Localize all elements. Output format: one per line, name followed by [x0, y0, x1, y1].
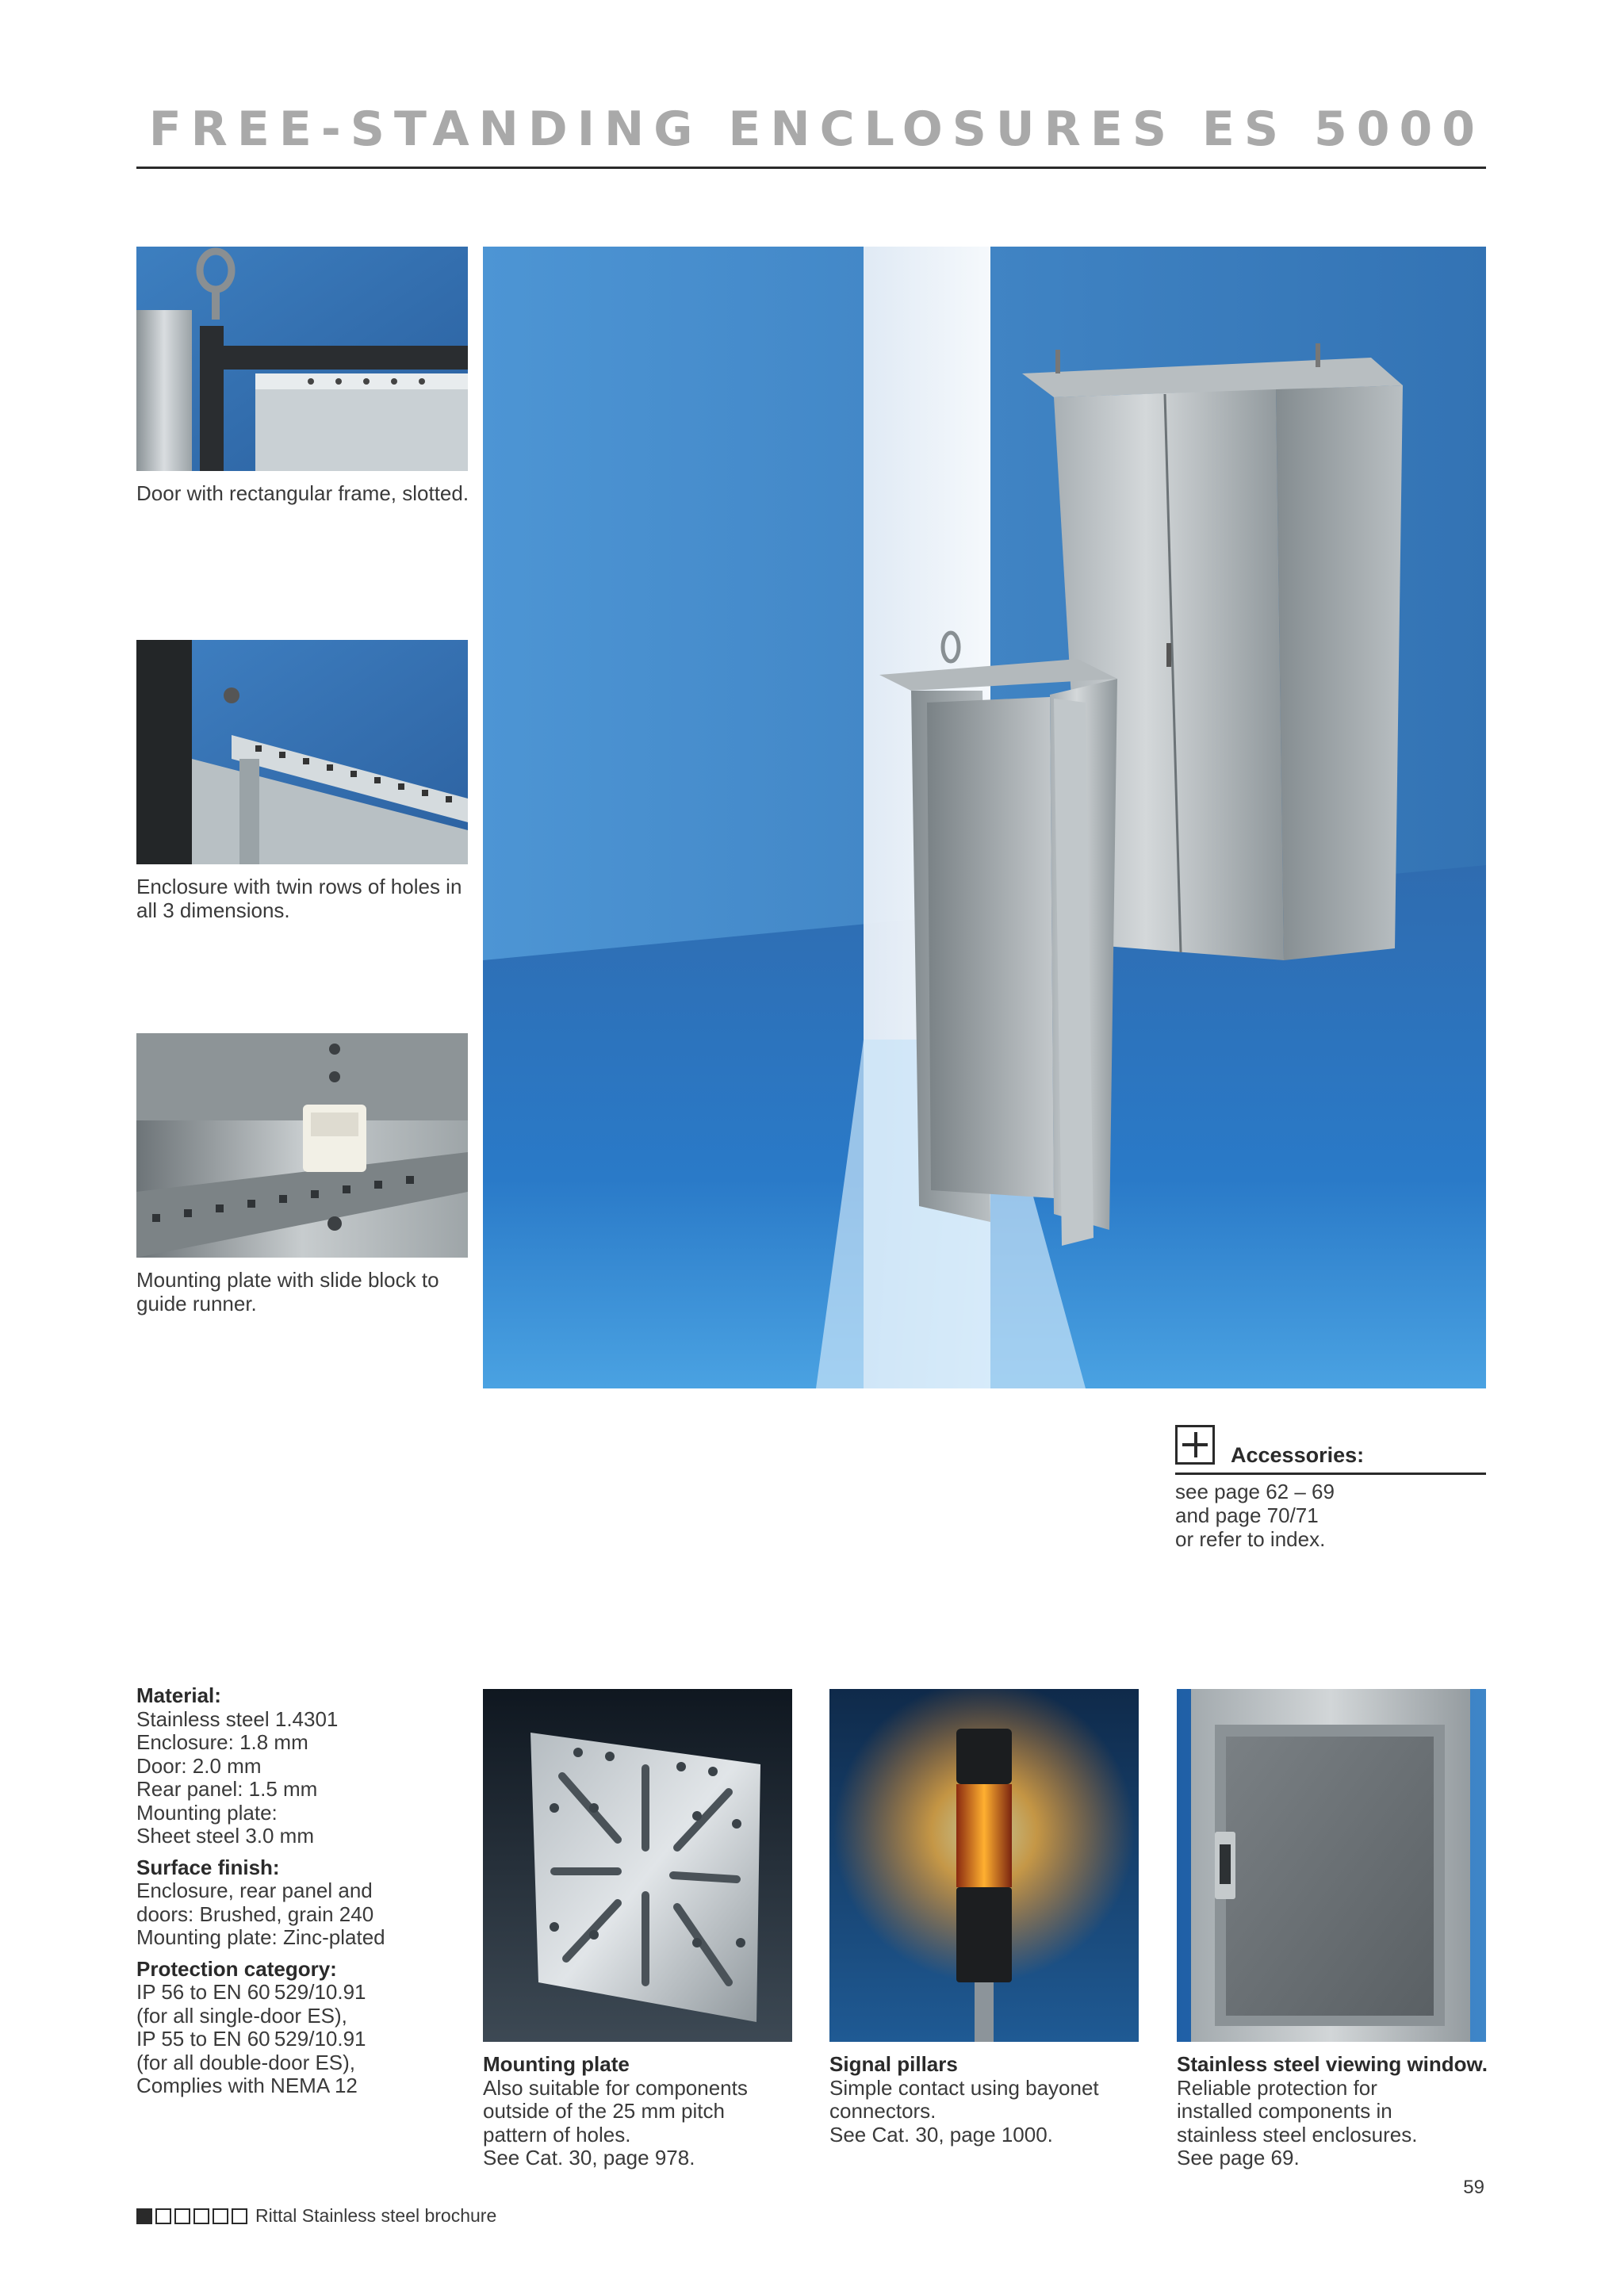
spec-line: Enclosure: 1.8 mm	[136, 1730, 308, 1754]
spec-material	[136, 1684, 469, 1848]
page-number: 59	[1463, 2177, 1484, 2198]
spec-line: Sheet steel 3.0 mm	[136, 1824, 314, 1848]
product-line: See page 69.	[1177, 2146, 1300, 2170]
footer-square	[174, 2208, 190, 2224]
product-line: See Cat. 30, page 978.	[483, 2146, 695, 2170]
accessories-line: and page 70/71	[1175, 1503, 1319, 1527]
spec-surface	[136, 1856, 469, 1950]
product-line: Simple contact using bayonet	[829, 2075, 1099, 2100]
footer-square	[155, 2208, 171, 2224]
footer-text: Rittal Stainless steel brochure	[255, 2205, 497, 2226]
product-line: stainless steel enclosures.	[1177, 2122, 1418, 2147]
page-title: FREE-STANDING ENCLOSURES ES 5000	[148, 101, 1484, 157]
footer-square-filled	[136, 2208, 152, 2224]
footer-square	[213, 2208, 228, 2224]
product-line: pattern of holes.	[483, 2122, 631, 2147]
product-line: Reliable protection for	[1177, 2075, 1377, 2100]
slide-block-photo	[136, 1033, 468, 1258]
product-line: connectors.	[829, 2099, 936, 2123]
product-line: Also suitable for components	[483, 2075, 748, 2100]
spec-protection	[136, 1958, 469, 2098]
footer	[136, 2205, 496, 2227]
specifications	[136, 1684, 469, 2106]
spec-line: Rear panel: 1.5 mm	[136, 1777, 318, 1801]
door-frame-photo	[136, 247, 468, 471]
spec-line: Mounting plate:	[136, 1800, 278, 1825]
viewing-window-photo	[1177, 1689, 1486, 2042]
mounting-plate-photo	[483, 1689, 792, 2042]
footer-square	[232, 2208, 247, 2224]
viewing-window-heading: Stainless steel viewing window.	[1177, 2052, 1488, 2076]
spec-line: doors: Brushed, grain 240	[136, 1901, 374, 1926]
spec-line: Door: 2.0 mm	[136, 1753, 262, 1778]
footer-square	[193, 2208, 209, 2224]
signal-pillar-heading: Signal pillars	[829, 2052, 958, 2076]
accessories-line: see page 62 – 69	[1175, 1480, 1335, 1503]
spec-material-label: Material:	[136, 1683, 221, 1707]
spec-line: Complies with NEMA 12	[136, 2074, 358, 2097]
spec-line: Stainless steel 1.4301	[136, 1706, 339, 1731]
title-rule	[136, 167, 1486, 169]
mounting-plate-heading: Mounting plate	[483, 2052, 630, 2076]
plus-icon	[1175, 1425, 1215, 1465]
product-line: See Cat. 30, page 1000.	[829, 2122, 1053, 2147]
spec-line: IP 55 to EN 60 529/10.91	[136, 2027, 366, 2051]
product-line: outside of the 25 mm pitch	[483, 2099, 725, 2123]
spec-line: Enclosure, rear panel and	[136, 1878, 373, 1902]
spec-line: (for all single-door ES),	[136, 2003, 347, 2028]
accessories-rule	[1175, 1473, 1486, 1475]
signal-pillar-photo	[829, 1689, 1139, 2042]
viewing-window-text	[1177, 2053, 1502, 2170]
spec-surface-label: Surface finish:	[136, 1855, 280, 1879]
spec-line: Mounting plate: Zinc-plated	[136, 1925, 385, 1949]
spec-line: (for all double-door ES),	[136, 2050, 356, 2074]
signal-pillar-text	[829, 2053, 1155, 2147]
caption-slide-block: Mounting plate with slide block to guide runner.	[136, 1268, 439, 1316]
product-line: installed components in	[1177, 2099, 1392, 2123]
spec-protection-label: Protection category:	[136, 1956, 337, 1981]
spec-line: IP 56 to EN 60 529/10.91	[136, 1980, 366, 2004]
twin-rows-holes-photo	[136, 640, 468, 864]
accessories-heading: Accessories:	[1231, 1443, 1365, 1467]
mounting-plate-text	[483, 2053, 808, 2170]
accessories-text	[1175, 1480, 1335, 1551]
caption-door-frame: Door with rectangular frame, slotted.	[136, 481, 469, 505]
accessories-line: or refer to index.	[1175, 1527, 1326, 1551]
hero-enclosures-photo	[483, 247, 1486, 1388]
caption-twin-rows: Enclosure with twin rows of holes in all 3 dimensions.	[136, 875, 462, 922]
